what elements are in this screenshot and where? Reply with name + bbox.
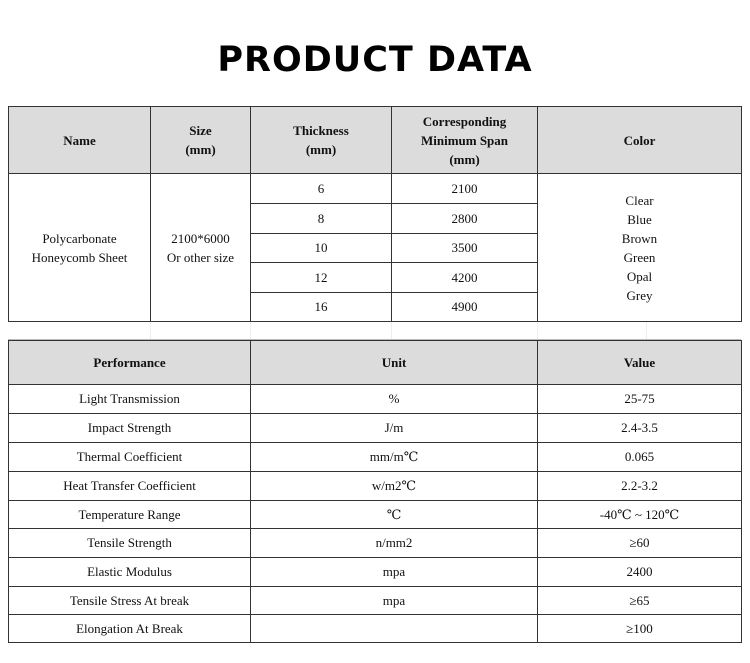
color-item: Clear	[625, 192, 654, 208]
value-cell: 2.2-3.2	[538, 472, 742, 501]
table-row	[9, 529, 742, 558]
performance-cell: Heat Transfer Coefficient	[9, 472, 251, 501]
size-line: Or other size	[166, 249, 235, 265]
unit-cell: mpa	[251, 587, 538, 615]
value-cell: ≥65	[538, 587, 742, 615]
header-unit: Unit	[251, 341, 538, 385]
size-cell	[151, 174, 251, 322]
thickness-cell: 16	[251, 293, 392, 322]
header-name	[9, 107, 151, 174]
header-line: Thickness	[293, 123, 349, 138]
header-line: Color	[623, 132, 656, 148]
span-cell: 4200	[392, 263, 538, 293]
value-cell: 0.065	[538, 443, 742, 472]
value-cell: 2400	[538, 558, 742, 587]
span-cell: 3500	[392, 234, 538, 263]
unit-cell: J/m	[251, 414, 538, 443]
header-span	[392, 107, 538, 174]
table-row	[9, 587, 742, 615]
table-row	[9, 558, 742, 587]
unit-cell: %	[251, 385, 538, 414]
performance-cell: Elongation At Break	[9, 615, 251, 643]
value-cell: 2.4-3.5	[538, 414, 742, 443]
unit-cell: ℃	[251, 501, 538, 529]
value-cell: ≥60	[538, 529, 742, 558]
header-line: (mm)	[305, 142, 337, 157]
color-cell	[538, 174, 742, 322]
header-line: Size	[189, 123, 212, 138]
table-row	[9, 174, 742, 204]
header-value: Value	[538, 341, 742, 385]
table-row	[9, 472, 742, 501]
grid-line	[646, 322, 647, 339]
span-cell: 2100	[392, 174, 538, 204]
spacer-row	[8, 322, 741, 340]
value-cell: 25-75	[538, 385, 742, 414]
name-line: Honeycomb Sheet	[31, 249, 128, 265]
header-color	[538, 107, 742, 174]
unit-cell	[251, 615, 538, 643]
span-cell: 4900	[392, 293, 538, 322]
name-line: Polycarbonate	[42, 230, 117, 246]
header-line: Minimum Span	[420, 132, 509, 148]
performance-cell: Temperature Range	[9, 501, 251, 529]
thickness-cell: 12	[251, 263, 392, 293]
header-thickness	[251, 107, 392, 174]
table-row	[9, 443, 742, 472]
table-row	[9, 615, 742, 643]
unit-cell: w/m2℃	[251, 472, 538, 501]
performance-cell: Light Transmission	[9, 385, 251, 414]
table-row	[9, 414, 742, 443]
thickness-cell: 8	[251, 204, 392, 234]
product-name-cell	[9, 174, 151, 322]
table-row	[9, 501, 742, 529]
header-line: (mm)	[449, 151, 480, 167]
unit-cell: n/mm2	[251, 529, 538, 558]
page-title: PRODUCT DATA	[217, 40, 533, 80]
performance-cell: Impact Strength	[9, 414, 251, 443]
header-performance: Performance	[9, 341, 251, 385]
product-table	[8, 106, 742, 322]
performance-table-header	[9, 341, 742, 385]
grid-line	[391, 322, 392, 339]
performance-cell: Thermal Coefficient	[9, 443, 251, 472]
performance-table	[8, 340, 742, 643]
color-item: Opal	[626, 268, 653, 284]
grid-line	[150, 322, 151, 339]
thickness-cell: 10	[251, 234, 392, 263]
value-cell: ≥100	[538, 615, 742, 643]
thickness-cell: 6	[251, 174, 392, 204]
header-line: Name	[63, 132, 96, 148]
value-cell: -40℃ ~ 120℃	[538, 501, 742, 529]
color-item: Brown	[621, 230, 658, 246]
header-line: (mm)	[185, 142, 216, 157]
table-row	[9, 385, 742, 414]
grid-line	[250, 322, 251, 339]
header-size	[151, 107, 251, 174]
performance-cell: Tensile Strength	[9, 529, 251, 558]
header-line: Corresponding	[422, 113, 507, 129]
performance-cell: Tensile Stress At break	[9, 587, 251, 615]
color-item: Grey	[626, 287, 653, 303]
grid-line	[537, 322, 538, 339]
unit-cell: mm/m℃	[251, 443, 538, 472]
color-item: Green	[623, 249, 656, 265]
unit-cell: mpa	[251, 558, 538, 587]
product-table-header	[9, 107, 742, 174]
performance-cell: Elastic Modulus	[9, 558, 251, 587]
color-item: Blue	[627, 211, 652, 227]
size-line: 2100*6000	[171, 230, 230, 246]
span-cell: 2800	[392, 204, 538, 234]
